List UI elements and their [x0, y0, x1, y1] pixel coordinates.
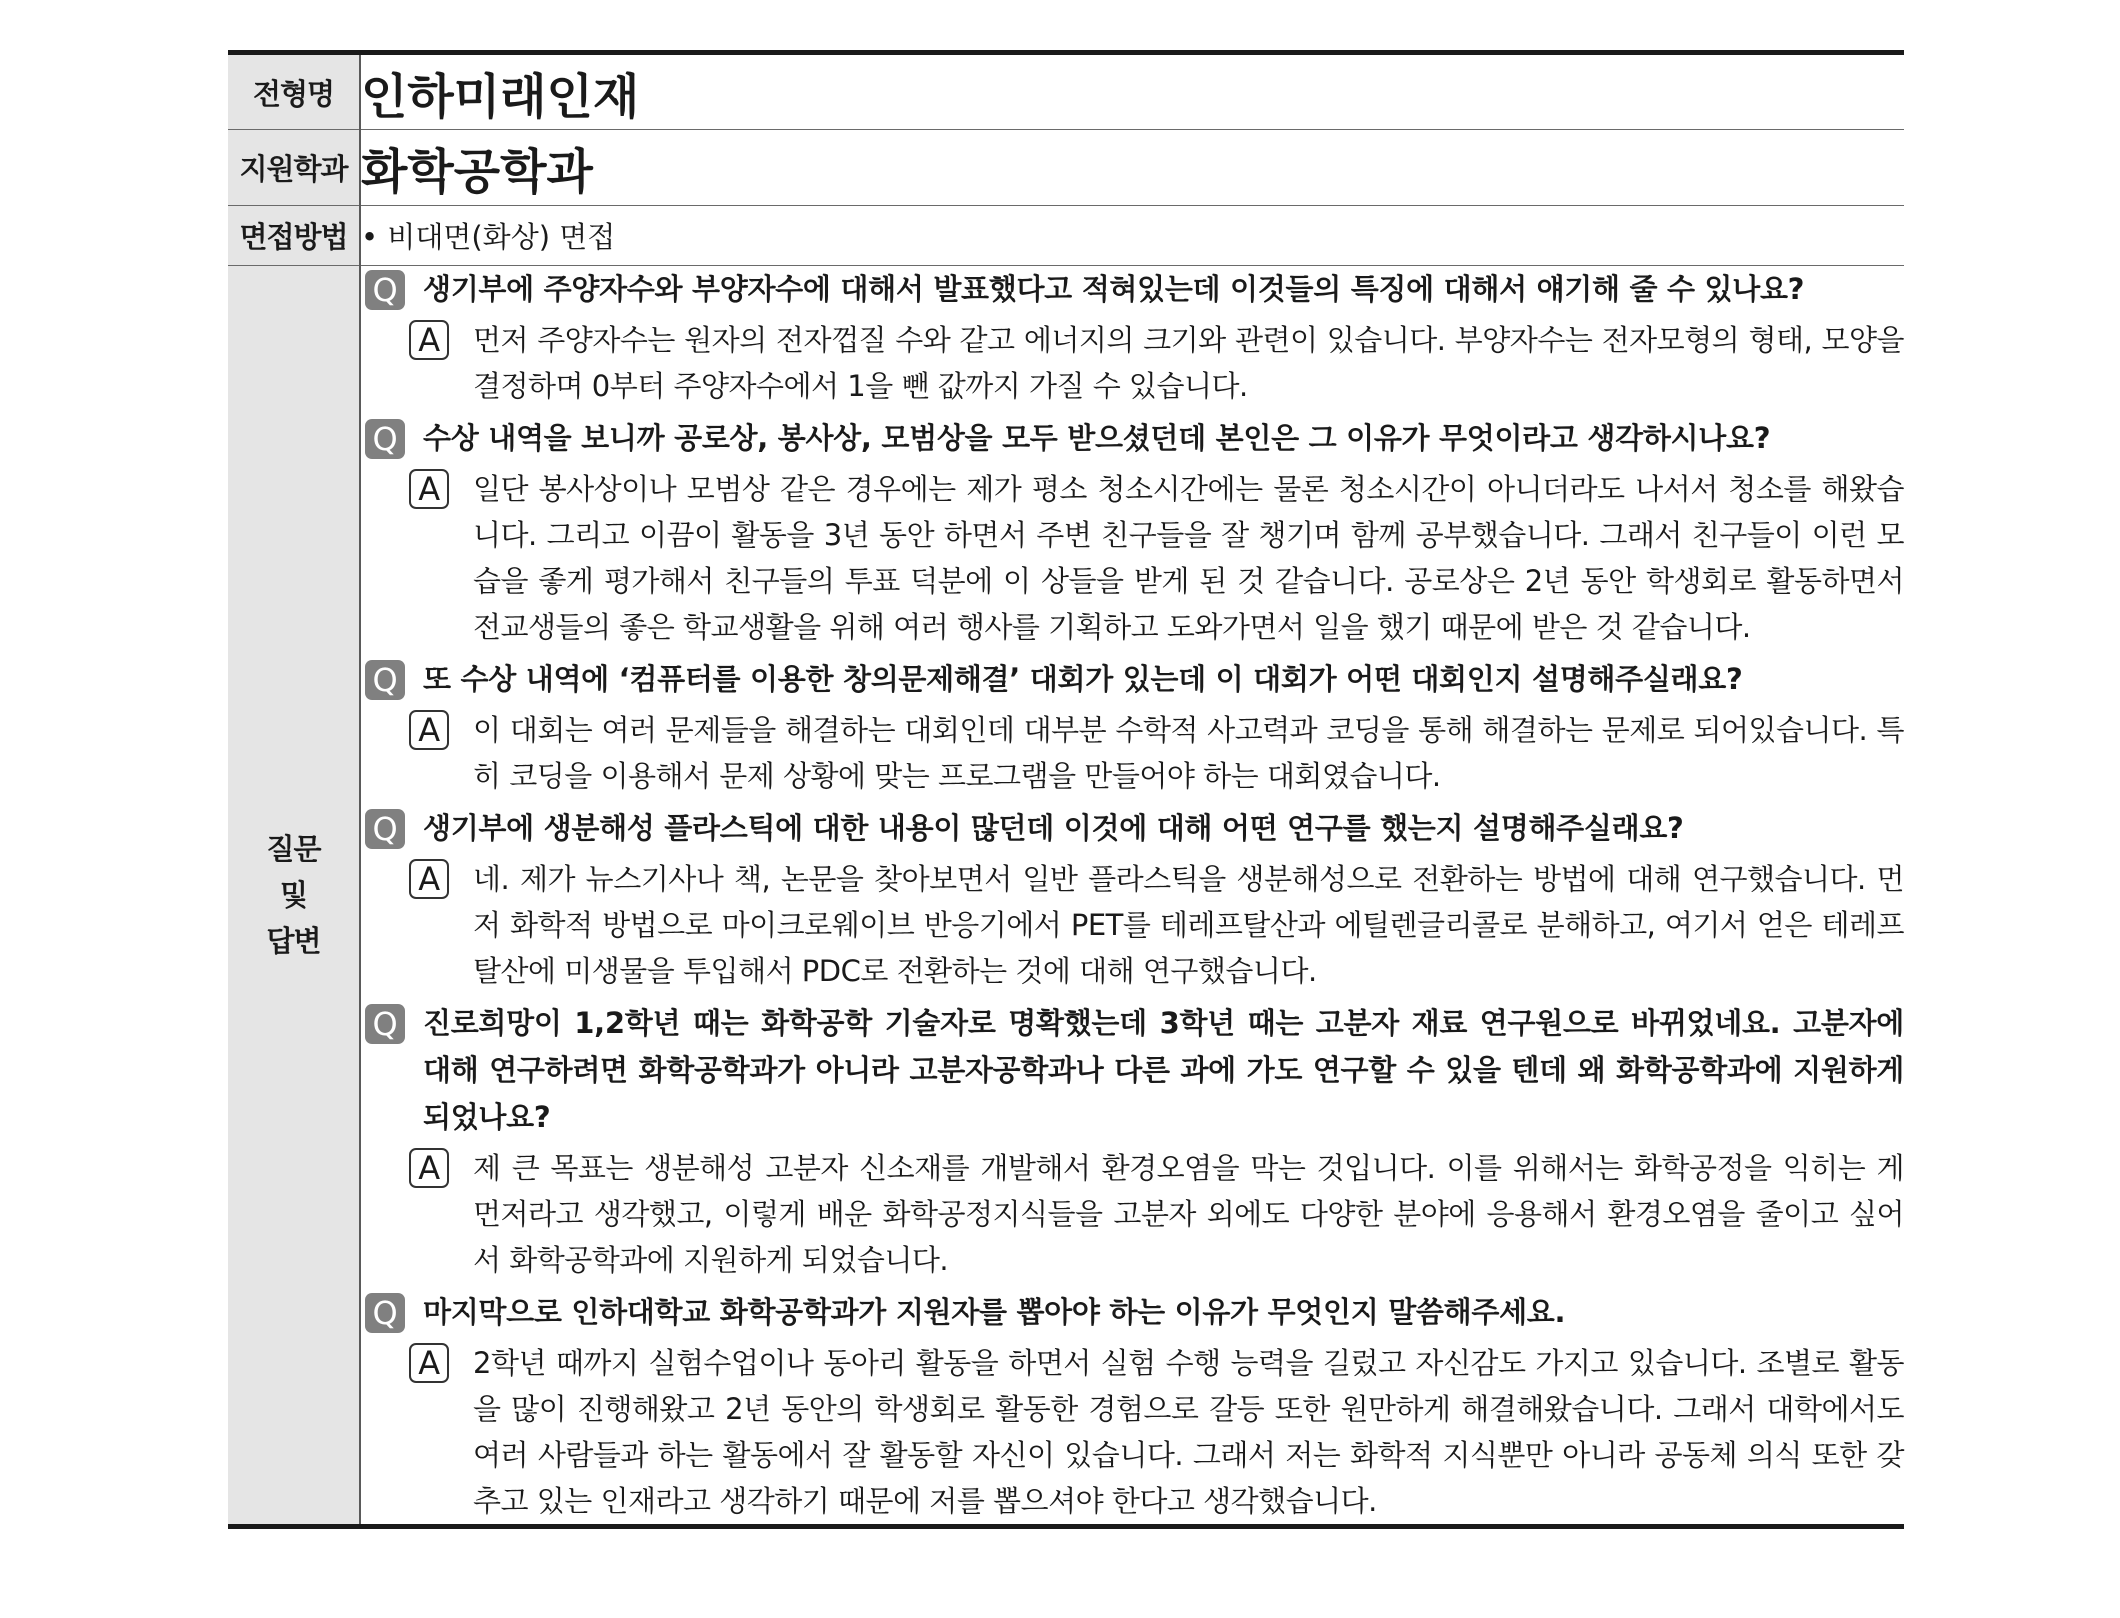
answer — [409, 317, 1904, 409]
answer-text: 먼저 주양자수는 원자의 전자껍질 수와 같고 에너지의 크기와 관련이 있습니다. 부양자수는 전자모형의 형태, 모양을 결정하며 0부터 주양자수에서 1을 뺀 값까지 가질 수 있습니다. — [473, 323, 1904, 403]
qa-content — [360, 266, 1904, 1527]
row-qa — [228, 266, 1904, 1527]
question-badge-icon: Q — [365, 270, 405, 310]
answer-badge-icon: A — [409, 1343, 449, 1383]
answer — [409, 856, 1904, 994]
answer-text: 일단 봉사상이나 모범상 같은 경우에는 제가 평소 청소시간에는 물론 청소시간이 아니더라도 나서서 청소를 해왔습니다. 그리고 이끔이 활동을 3년 동안 하면서 주변 친구들을 잘 챙기며 함께 공부했습니다. 그래서 친구들이 이런 모습을 좋게 평가해서 친구들의 투표 덕분에 이 상들을 받게 된 것 같습니다. 공로상은 2년 동안 학생회로 활동하면서 전교생들의 좋은 학교생활을 위해 여러 행사를 기획하고 도와가면서 일을 했기 때문에 받은 것 같습니다. — [473, 472, 1904, 644]
answer-badge-icon: A — [409, 1148, 449, 1188]
question-badge-icon: Q — [365, 1293, 405, 1333]
row-department — [228, 130, 1904, 206]
answer-badge-icon: A — [409, 320, 449, 360]
interview-method-label: 면접방법 — [228, 206, 360, 266]
answer — [409, 707, 1904, 799]
interview-table — [228, 50, 1904, 1529]
question-badge-icon: Q — [365, 660, 405, 700]
question-text: 생기부에 주양자수와 부양자수에 대해서 발표했다고 적혀있는데 이것들의 특징에 대해서 얘기해 줄 수 있나요? — [423, 272, 1805, 306]
question-badge-icon: Q — [365, 419, 405, 459]
question-text: 생기부에 생분해성 플라스틱에 대한 내용이 많던데 이것에 대해 어떤 연구를 했는지 설명해주실래요? — [423, 811, 1684, 845]
question-text: 마지막으로 인하대학교 화학공학과가 지원자를 뽑아야 하는 이유가 무엇인지 말씀해주세요. — [423, 1295, 1566, 1329]
answer-text: 2학년 때까지 실험수업이나 동아리 활동을 하면서 실험 수행 능력을 길렀고 자신감도 가지고 있습니다. 조별로 활동을 많이 진행해왔고 2년 동안의 학생회로 활동한 경험으로 갈등 또한 원만하게 해결해왔습니다. 그래서 대학에서도 여러 사람들과 하는 활동에서 잘 활동할 자신이 있습니다. 그래서 저는 화학적 지식뿐만 아니라 공동체 의식 또한 갖추고 있는 인재라고 생각하기 때문에 저를 뽑으셔야 한다고 생각했습니다. — [473, 1346, 1904, 1518]
department-label: 지원학과 — [228, 130, 360, 206]
row-interview-method — [228, 206, 1904, 266]
department-value: 화학공학과 — [360, 130, 1904, 206]
question-text: 또 수상 내역에 ‘컴퓨터를 이용한 창의문제해결’ 대회가 있는데 이 대회가 어떤 대회인지 설명해주실래요? — [423, 662, 1743, 696]
answer — [409, 1145, 1904, 1283]
answer-badge-icon: A — [409, 469, 449, 509]
question — [361, 415, 1904, 462]
answer-text: 네. 제가 뉴스기사나 책, 논문을 찾아보면서 일반 플라스틱을 생분해성으로 전환하는 방법에 대해 연구했습니다. 먼저 화학적 방법으로 마이크로웨이브 반응기에서 PET를 테레프탈산과 에틸렌글리콜로 분해하고, 여기서 얻은 테레프탈산에 미생물을 투입해서 PDC로 전환하는 것에 대해 연구했습니다. — [473, 862, 1904, 988]
answer — [409, 1340, 1904, 1524]
question — [361, 1289, 1904, 1336]
admission-type-value: 인하미래인재 — [360, 53, 1904, 130]
question — [361, 656, 1904, 703]
question-badge-icon: Q — [365, 809, 405, 849]
interview-record-sheet — [228, 50, 1904, 1529]
question — [361, 1000, 1904, 1141]
answer-badge-icon: A — [409, 859, 449, 899]
answer-text: 이 대회는 여러 문제들을 해결하는 대회인데 대부분 수학적 사고력과 코딩을 통해 해결하는 문제로 되어있습니다. 특히 코딩을 이용해서 문제 상황에 맞는 프로그램을 만들어야 하는 대회였습니다. — [473, 713, 1904, 793]
interview-method-value: • 비대면(화상) 면접 — [360, 206, 1904, 266]
answer-badge-icon: A — [409, 710, 449, 750]
row-admission-type — [228, 53, 1904, 130]
answer — [409, 466, 1904, 650]
question — [361, 266, 1904, 313]
question-text: 진로희망이 1,2학년 때는 화학공학 기술자로 명확했는데 3학년 때는 고분자 재료 연구원으로 바뀌었네요. 고분자에 대해 연구하려면 화학공학과가 아니라 고분자공학과나 다른 과에 가도 연구할 수 있을 텐데 왜 화학공학과에 지원하게 되었나요? — [423, 1006, 1904, 1134]
qa-label — [228, 266, 360, 1527]
question-badge-icon: Q — [365, 1004, 405, 1044]
question — [361, 805, 1904, 852]
admission-type-label: 전형명 — [228, 53, 360, 130]
question-text: 수상 내역을 보니까 공로상, 봉사상, 모범상을 모두 받으셨던데 본인은 그 이유가 무엇이라고 생각하시나요? — [423, 421, 1771, 455]
qa-label-line: 질문 — [266, 832, 321, 866]
answer-text: 제 큰 목표는 생분해성 고분자 신소재를 개발해서 환경오염을 막는 것입니다. 이를 위해서는 화학공정을 익히는 게 먼저라고 생각했고, 이렇게 배운 화학공정지식들을 고분자 외에도 다양한 분야에 응용해서 환경오염을 줄이고 싶어서 화학공학과에 지원하게 되었습니다. — [473, 1151, 1904, 1277]
qa-label-line: 및 — [279, 878, 307, 912]
qa-label-line: 답변 — [266, 924, 321, 958]
